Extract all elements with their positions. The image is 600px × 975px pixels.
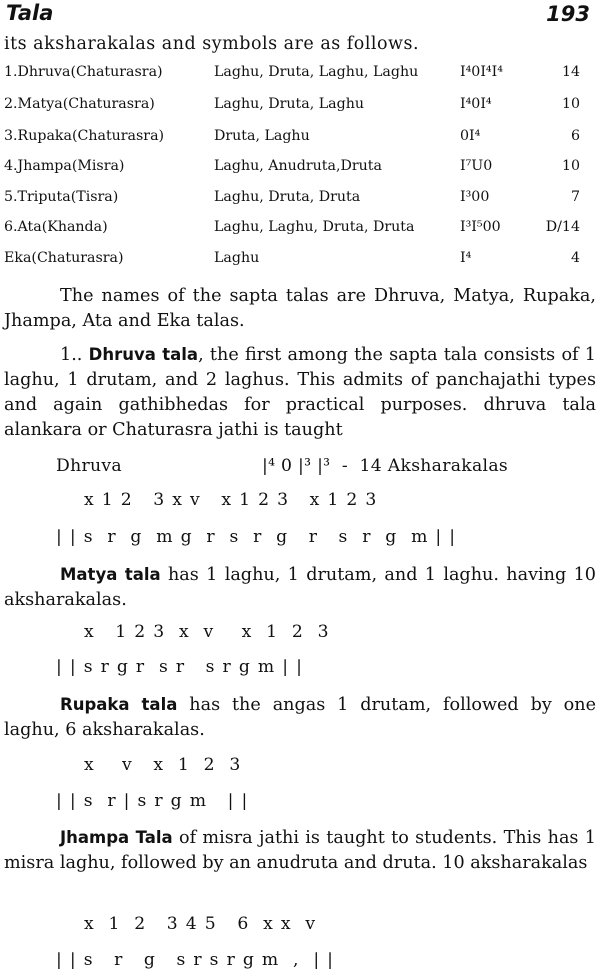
paragraph-text: of misra jathi is taught to students. This has 1 misra laghu, followed by an anudruta and druta. 10 aksharakalas (4, 828, 596, 873)
table-row (0, 219, 600, 243)
tala-name: 3.Rupaka(Chaturasra) (4, 128, 165, 144)
tala-count: 10 (561, 96, 580, 112)
tala-count: 6 (570, 128, 580, 144)
rupaka-paragraph (4, 692, 596, 743)
tala-symbol: 0I⁴ (460, 128, 481, 144)
jhampa-notes-line: | | s r g s r s r g m , | | (56, 950, 335, 970)
table-row (0, 128, 600, 152)
tala-symbol: I³I⁵00 (460, 219, 501, 235)
matya-notes-line: | | s r g r s r s r g m | | (56, 657, 304, 677)
sapta-talas-paragraph (4, 284, 596, 334)
tala-symbol: I⁴ (460, 250, 472, 266)
tala-count: 4 (570, 250, 580, 266)
tala-angas: Laghu, Druta, Druta (214, 189, 361, 205)
matya-paragraph (4, 562, 596, 613)
tala-angas: Laghu, Anudruta,Druta (214, 158, 382, 174)
matya-term: Matya tala (60, 565, 161, 584)
rupaka-notes-line: | | s r | s r g m | | (56, 791, 249, 811)
jhampa-term: Jhampa Tala (60, 828, 173, 847)
tala-name: 2.Matya(Chaturasra) (4, 96, 155, 112)
jhampa-paragraph (4, 825, 596, 876)
dhruva-term: Dhruva tala (88, 345, 199, 364)
paragraph-text: has 1 laghu, 1 drutam, and 1 laghu. having 10 aksharakalas. (4, 565, 596, 610)
tala-angas: Druta, Laghu (214, 128, 310, 144)
tala-name: Eka(Chaturasra) (4, 250, 124, 266)
table-row (0, 189, 600, 213)
dhruva-label: Dhruva (56, 456, 122, 476)
tala-angas: Laghu, Druta, Laghu (214, 96, 364, 112)
table-row (0, 64, 600, 88)
tala-angas: Laghu, Laghu, Druta, Druta (214, 219, 415, 235)
tala-angas: Laghu (214, 250, 260, 266)
tala-count: 14 (561, 64, 580, 80)
tala-name: 4.Jhampa(Misra) (4, 158, 125, 174)
tala-name: 1.Dhruva(Chaturasra) (4, 64, 163, 80)
dhruva-angas-line: |⁴ 0 |³ |³ - 14 Aksharakalas (262, 456, 509, 476)
page-title: Tala (6, 1, 54, 25)
tala-symbol: I⁷U0 (460, 158, 493, 174)
table-row (0, 250, 600, 274)
intro-line: its aksharakalas and symbols are as follows. (4, 34, 420, 54)
tala-count: 10 (561, 158, 580, 174)
tala-symbol: I⁴0I⁴ (460, 96, 492, 112)
matya-beats-line: x 1 2 3 x v x 1 2 3 (84, 622, 330, 642)
dhruva-paragraph (4, 342, 596, 443)
tala-count: D/14 (545, 219, 580, 235)
tala-name: 6.Ata(Khanda) (4, 219, 108, 235)
dhruva-beats-line: x 1 2 3 x v x 1 2 3 x 1 2 3 (84, 490, 378, 510)
rupaka-term: Rupaka tala (60, 695, 178, 714)
table-row (0, 158, 600, 182)
jhampa-beats-line: x 1 2 3 4 5 6 x x v (84, 914, 317, 934)
dhruva-number: 1.. (60, 345, 83, 365)
paragraph-text: has the angas 1 drutam, followed by one laghu, 6 aksharakalas. (4, 695, 596, 740)
tala-symbol: I⁴0I⁴I⁴ (460, 64, 503, 80)
paragraph-text: , the first among the sapta tala consists of 1 laghu, 1 drutam, and 2 laghus. This admits of panchajathi types and again gathibhedas for practical purposes. dhruva tala alankara or Chaturasra jathi is taught (4, 345, 596, 440)
dhruva-notes-line: | | s r g m g r s r g r s r g m | | (56, 527, 457, 547)
paragraph-text: The names of the sapta talas are Dhruva, Matya, Rupaka, Jhampa, Ata and Eka talas. (4, 286, 596, 331)
page-number: 193 (546, 2, 590, 26)
tala-symbol: I³00 (460, 189, 490, 205)
tala-count: 7 (570, 189, 580, 205)
tala-name: 5.Triputa(Tisra) (4, 189, 119, 205)
tala-angas: Laghu, Druta, Laghu, Laghu (214, 64, 419, 80)
table-row (0, 96, 600, 120)
rupaka-beats-line: x v x 1 2 3 (84, 755, 242, 775)
